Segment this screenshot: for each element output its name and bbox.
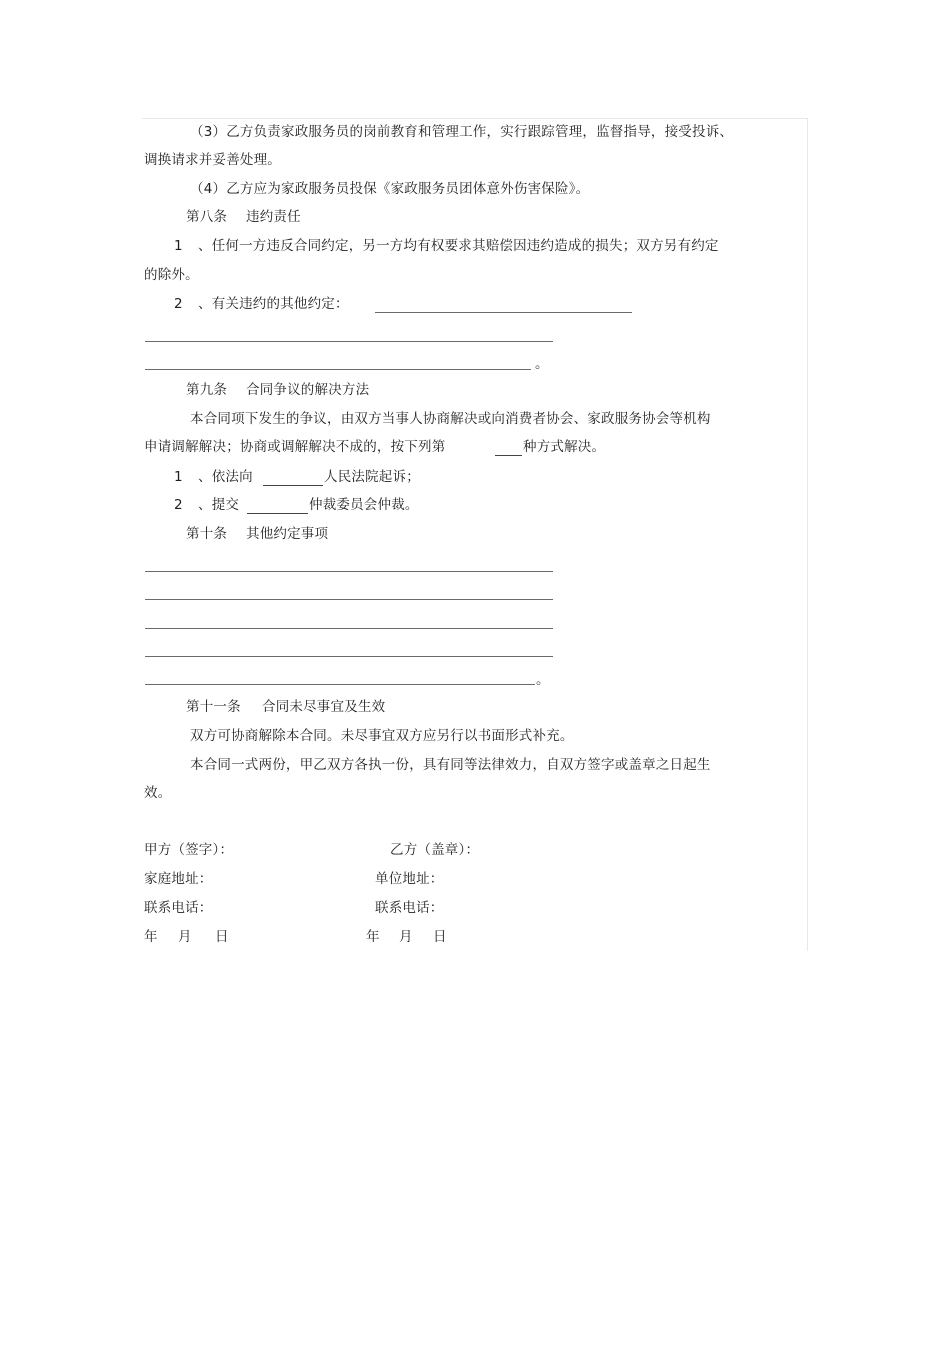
party-b-date-day: 日	[433, 929, 447, 945]
clause11-heading-title: 合同未尽事宜及生效	[262, 699, 386, 715]
party-a-signature-label: 甲方（签字）：	[144, 842, 234, 858]
clause9-arbitration-blank[interactable]	[247, 513, 308, 514]
clause8-fill-line-1[interactable]	[375, 312, 632, 313]
clause9-heading-title: 合同争议的解决方法	[246, 382, 370, 398]
clause9-court-blank[interactable]	[263, 485, 323, 486]
clause10-fill-line-3[interactable]	[145, 628, 553, 629]
party-b-phone-label: 联系电话：	[375, 900, 444, 916]
clause8-end-mark: 。	[535, 356, 549, 372]
clause11-para2-line2: 效。	[144, 785, 172, 801]
clause9-item2-prefix: 、提交	[198, 497, 240, 513]
clause11-para2-line1: 本合同一式两份，甲乙双方各执一份，具有同等法律效力，自双方签字或盖章之日起生	[190, 757, 711, 773]
party-b-seal-label: 乙方（盖章）：	[390, 842, 480, 858]
clause8-fill-line-3[interactable]	[145, 369, 531, 370]
clause7-item3-line2: 调换请求并妥善处理。	[144, 152, 281, 168]
clause8-item1-line1: 、任何一方违反合同约定，另一方均有权要求其赔偿因违约造成的损失；双方另有约定	[198, 238, 719, 254]
clause9-item1-number: 1	[174, 469, 183, 485]
party-b-date-year: 年	[366, 929, 380, 945]
clause8-item1-number: 1	[174, 238, 183, 254]
clause8-item1-line2: 的除外。	[144, 267, 199, 283]
clause7-item4: （4）乙方应为家政服务员投保《家政服务员团体意外伤害保险》。	[190, 181, 590, 197]
unit-address-label: 单位地址：	[375, 871, 444, 887]
clause10-fill-line-4[interactable]	[145, 656, 553, 657]
clause9-method-blank[interactable]	[495, 455, 522, 456]
clause9-para-line1: 本合同项下发生的争议，由双方当事人协商解决或向消费者协会、家政服务协会等机构	[190, 411, 711, 427]
clause8-item2-text: 、有关违约的其他约定：	[198, 296, 349, 312]
clause10-fill-line-5[interactable]	[145, 684, 535, 685]
clause9-item1-suffix: 人民法院起诉；	[324, 469, 420, 485]
party-a-date-month: 月	[178, 929, 192, 945]
clause7-item3-line1: （3）乙方负责家政服务员的岗前教育和管理工作，实行跟踪管理，监督指导，接受投诉、	[190, 124, 734, 140]
clause8-heading-number: 第八条	[186, 209, 228, 225]
clause9-item2-number: 2	[174, 497, 183, 513]
clause9-heading-number: 第九条	[186, 382, 228, 398]
clause10-end-mark: 。	[536, 672, 550, 688]
party-a-date-year: 年	[144, 929, 158, 945]
clause11-heading-number: 第十一条	[186, 699, 241, 715]
clause9-para-line2-a: 申请调解解决；协商或调解解决不成的，按下列第	[144, 439, 446, 455]
clause10-fill-line-2[interactable]	[145, 599, 553, 600]
clause10-heading-title: 其他约定事项	[246, 526, 329, 542]
party-a-phone-label: 联系电话：	[144, 900, 213, 916]
clause8-heading-title: 违约责任	[246, 209, 301, 225]
clause8-fill-line-2[interactable]	[145, 341, 553, 342]
clause9-item1-prefix: 、依法向	[198, 469, 253, 485]
party-a-date-day: 日	[215, 929, 229, 945]
home-address-label: 家庭地址：	[144, 871, 213, 887]
clause11-para1: 双方可协商解除本合同。未尽事宜双方应另行以书面形式补充。	[190, 728, 574, 744]
clause9-para-line2-b: 种方式解决。	[523, 439, 606, 455]
clause10-fill-line-1[interactable]	[145, 571, 553, 572]
clause9-item2-suffix: 仲裁委员会仲裁。	[309, 497, 419, 513]
party-b-date-month: 月	[399, 929, 413, 945]
clause10-heading-number: 第十条	[186, 526, 228, 542]
clause8-item2-number: 2	[174, 296, 183, 312]
